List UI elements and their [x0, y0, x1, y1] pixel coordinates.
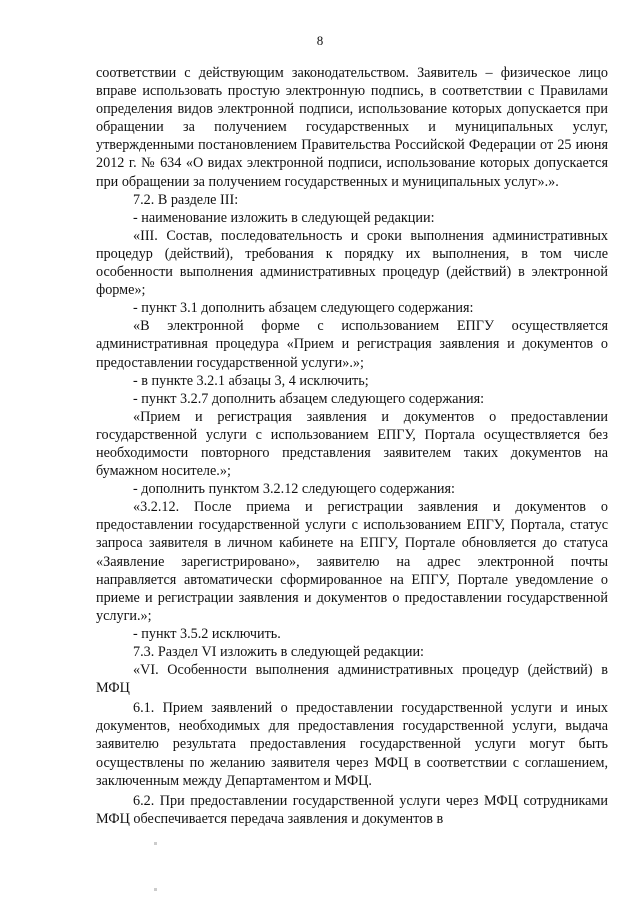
paragraph: - в пункте 3.2.1 абзацы 3, 4 исключить; [133, 372, 369, 389]
paragraph: - пункт 3.5.2 исключить. [133, 625, 281, 642]
paragraph: 7.3. Раздел VI изложить в следующей редакции: [133, 644, 424, 660]
paragraph: - пункт 3.1 дополнить абзацем следующего содержания: [133, 300, 474, 317]
paragraph: «III. Состав, последовательность и сроки выполнения административных процедур (действий), требования к порядку их выполнения, в том числе особенности выполнения административных процедур (действий) в электронной форме»; [96, 227, 608, 299]
paragraph: 6.1. Прием заявлений о предоставлении государственной услуги и иных документов, необходимых для предоставления государственной услуги, выдача заявителю результата предоставления государственной услуги могут быть осуществлены по желанию заявителя через МФЦ в соответствии с соглашением, заключенным между Департаментом и МФЦ. [96, 700, 608, 789]
scan-artifact [154, 888, 157, 891]
paragraph: «В электронной форме с использованием ЕПГУ осуществляется административная процедура «Прием и регистрация заявления и документов о предоставлении государственной услуги».»; [96, 318, 608, 371]
paragraph: 6.2. При предоставлении государственной услуги через МФЦ сотрудниками МФЦ обеспечивается передача заявления и документов в [96, 792, 608, 827]
scan-artifact [154, 842, 157, 845]
paragraph: - дополнить пунктом 3.2.12 следующего содержания: [133, 481, 455, 498]
paragraph: - наименование изложить в следующей редакции: [133, 209, 435, 226]
paragraph: 7.2. В разделе III: [133, 191, 239, 208]
paragraph: «Прием и регистрация заявления и документов о предоставлении государственной услуги с использованием ЕПГУ, Портала осуществляется без необходимости повторного представления заявителем таких документов на бумажном носителе.»; [96, 408, 608, 480]
paragraph: - пункт 3.2.7 дополнить абзацем следующего содержания: [133, 390, 485, 407]
paragraph: соответствии с действующим законодательством. Заявитель – физическое лицо вправе использовать простую электронную подпись, в соответствии с Правилами определения видов электронной подписи, использование которых допускается при обращении за получением государственных и муниципальных услуг, утвержденными постановлением Правительства Российской Федерации от 25 июня 2012 г. № 634 «О видах электронной подписи, использование которых допускается при обращении за получением государственных и муниципальных услуг».». [96, 65, 608, 190]
document-body [96, 64, 608, 828]
paragraph: «VI. Особенности выполнения административных процедур (действий) в МФЦ [96, 662, 608, 697]
page-number: 8 [316, 33, 324, 48]
paragraph: «3.2.12. После приема и регистрации заявления и документов о предоставлении государственной услуги с использованием ЕПГУ, Портала, статус запроса заявителя в личном кабинете на ЕПГУ, Портале обновляется до статуса «Заявление зарегистрировано», заявителю на адрес электронной почты направляется автоматически сформированное на ЕПГУ, Портале уведомление о приеме и регистрации заявления и документов о предоставлении государственной услуги.»; [96, 499, 608, 624]
